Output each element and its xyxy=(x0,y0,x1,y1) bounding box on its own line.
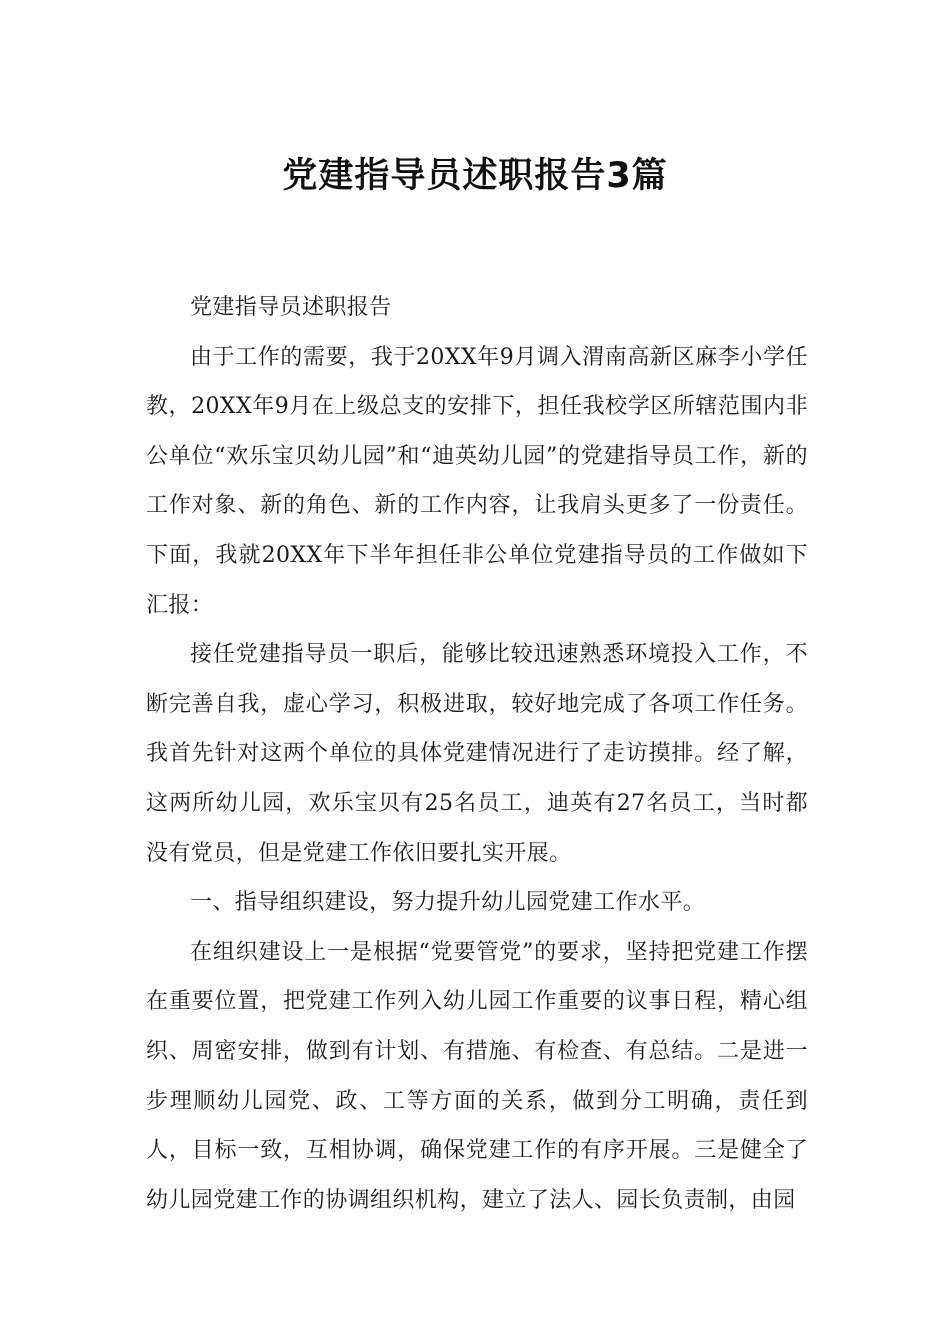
paragraph-overview: 接任党建指导员一职后，能够比较迅速熟悉环境投入工作，不断完善自我，虚心学习，积极进取，较好地完成了各项工作任务。我首先针对这两个单位的具体党建情况进行了走访摸排。经了解，这两所幼儿园，欢乐宝贝有25名员工，迪英有27名员工，当时都没有党员，但是党建工作依旧要扎实开展。 xyxy=(146,642,808,866)
section-heading: 党建指导员述职报告 xyxy=(190,295,392,320)
document-title: 党建指导员述职报告3篇 xyxy=(282,156,668,197)
paragraph-organization: 在组织建设上一是根据“党要管党”的要求，坚持把党建工作摆在重要位置，把党建工作列入幼儿园工作重要的议事日程，精心组织、周密安排，做到有计划、有措施、有检查、有总结。二是进一步理顺幼儿园党、政、工等方面的关系，做到分工明确，责任到人，目标一致，互相协调，确保党建工作的有序开展。三是健全了幼儿园党建工作的协调组织机构，建立了法人、园长负责制，由园 xyxy=(146,939,808,1213)
document-body xyxy=(146,283,808,1225)
section-one-heading: 一、指导组织建设，努力提升幼儿园党建工作水平。 xyxy=(190,890,706,916)
paragraph-intro: 由于工作的需要，我于20XX年9月调入渭南高新区麻李小学任教，20XX年9月在上级总支的安排下，担任我校学区所辖范围内非公单位“欢乐宝贝幼儿园”和“迪英幼儿园”的党建指导员工作，新的工作对象、新的角色、新的工作内容，让我肩头更多了一份责任。下面，我就20XX年下半年担任非公单位党建指导员的工作做如下汇报： xyxy=(146,344,808,618)
